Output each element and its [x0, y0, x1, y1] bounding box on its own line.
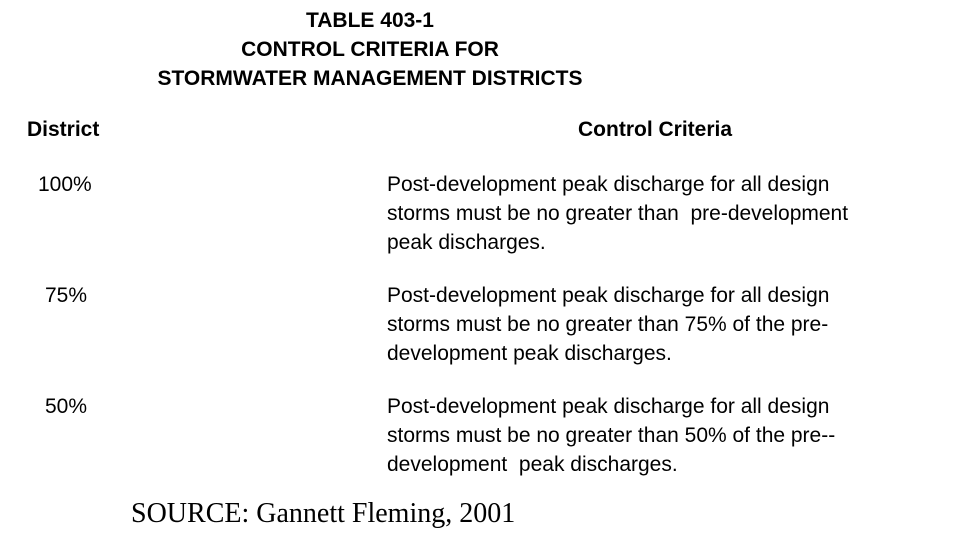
criteria-line: Post-development peak discharge for all design	[387, 284, 830, 307]
criteria-line: peak discharges.	[387, 231, 546, 254]
district-column-header: District	[27, 118, 100, 141]
district-cell-50: 50%	[45, 395, 88, 418]
title-line-3: STORMWATER MANAGEMENT DISTRICTS	[157, 67, 583, 90]
control-criteria-column-header: Control Criteria	[578, 118, 733, 141]
district-cell-100: 100%	[38, 173, 92, 196]
source-citation: SOURCE: Gannett Fleming, 2001	[131, 498, 516, 529]
criteria-line: storms must be no greater than pre-development	[387, 202, 849, 225]
criteria-cell-100	[387, 170, 947, 257]
criteria-line: storms must be no greater than 75% of the pre-	[387, 313, 829, 336]
district-cell-75: 75%	[45, 284, 88, 307]
criteria-line: development peak discharges.	[387, 342, 672, 365]
criteria-cell-50	[387, 392, 947, 479]
criteria-cell-75	[387, 281, 947, 368]
table-title	[0, 6, 740, 93]
criteria-line: Post-development peak discharge for all design	[387, 173, 830, 196]
title-line-2: CONTROL CRITERIA FOR	[241, 38, 499, 61]
table-number: TABLE 403-1	[306, 9, 434, 32]
criteria-line: storms must be no greater than 50% of the pre--	[387, 424, 836, 447]
criteria-line: development peak discharges.	[387, 453, 678, 476]
criteria-line: Post-development peak discharge for all design	[387, 395, 830, 418]
